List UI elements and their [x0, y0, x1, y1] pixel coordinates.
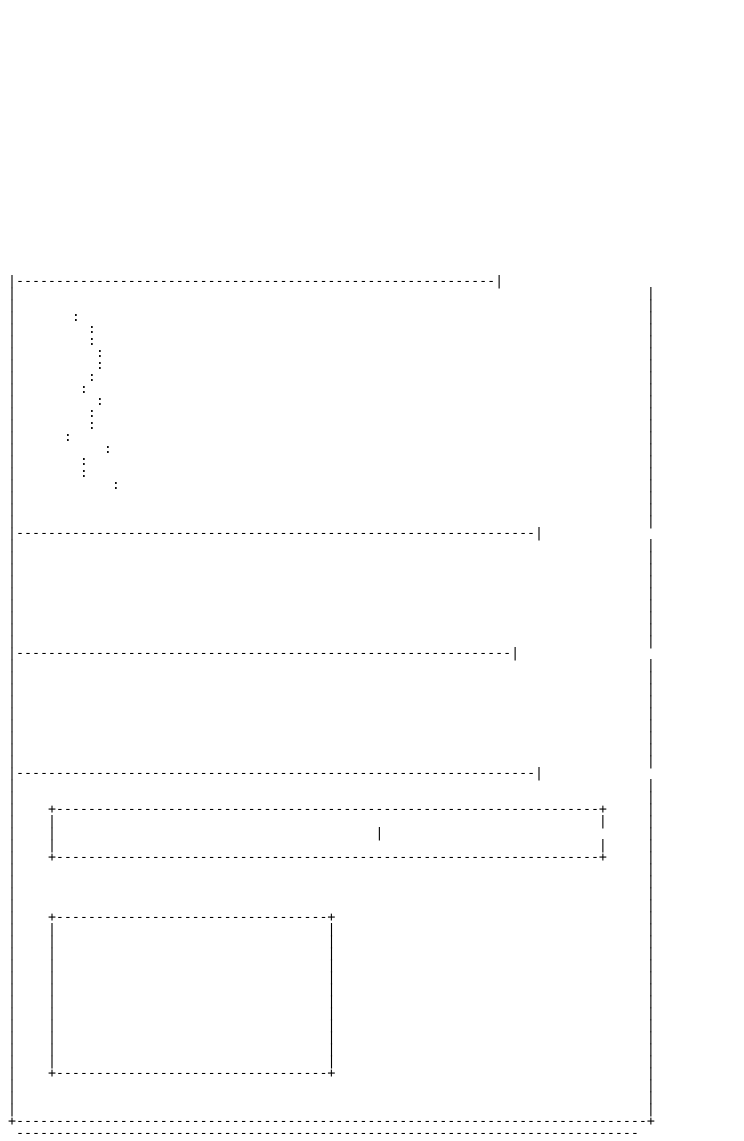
recruit-box-line: | | | |	[8, 922, 655, 937]
field-row: | : |	[8, 382, 655, 397]
blank-line: | |	[8, 778, 655, 793]
motto-box-line: | | | |	[8, 814, 655, 829]
logo-line	[8, 156, 655, 168]
blank-line: | |	[8, 694, 655, 709]
logo-line	[8, 132, 655, 144]
logo-line	[8, 108, 655, 120]
footer-code-line: | |	[8, 1102, 655, 1117]
blank-line: | |	[8, 886, 655, 901]
bottom-border-shadow: ------------------------------------------------------------------------------	[8, 1126, 639, 1141]
track-list-header: |-----------------------------------------------------------------|	[8, 526, 544, 541]
credit-line	[8, 0, 655, 12]
field-row: | : |	[8, 442, 655, 457]
track-row: | |	[8, 562, 655, 577]
recruit-box-text: | | | |	[8, 1018, 655, 1033]
field-row: | : |	[8, 454, 655, 469]
blank-line: | |	[8, 790, 655, 805]
url-continuation-line: | |	[8, 490, 655, 505]
logo-line	[8, 192, 655, 204]
blank-line: | |	[8, 670, 655, 685]
recruit-box-top: | +----------------------------------+ |	[8, 910, 655, 925]
recruit-box-text: | | | |	[8, 970, 655, 985]
recruit-box-text: | | | |	[8, 994, 655, 1009]
logo-line	[8, 24, 655, 36]
blank-line: | |	[8, 754, 655, 769]
logo-line	[8, 144, 655, 156]
release-notes-header: |--------------------------------------------------------------|	[8, 646, 520, 661]
logo-line	[8, 228, 655, 240]
total-size-line: | |	[8, 598, 655, 613]
logo-line	[8, 252, 655, 264]
blank-line: | |	[8, 514, 655, 529]
blank-line: | |	[8, 502, 655, 517]
blank-line: | |	[8, 706, 655, 721]
blank-line: | |	[8, 718, 655, 733]
recruit-box-text: | | | |	[8, 958, 655, 973]
recruit-box-line: | | | |	[8, 946, 655, 961]
blank-line: | |	[8, 286, 655, 301]
logo-line	[8, 180, 655, 192]
logo-line	[8, 216, 655, 228]
blank-line: | |	[8, 622, 655, 637]
logo-line	[8, 60, 655, 72]
total-time-line: | |	[8, 586, 655, 601]
blank-line: | |	[8, 1090, 655, 1105]
blank-line: | |	[8, 538, 655, 553]
logo-line	[8, 48, 655, 60]
blank-line: | |	[8, 730, 655, 745]
motto-box-line: | | | |	[8, 838, 655, 853]
recruit-box-line: | | | |	[8, 1006, 655, 1021]
blank-line: | |	[8, 862, 655, 877]
blank-line: | |	[8, 550, 655, 565]
field-row: | : |	[8, 310, 655, 325]
blank-line: | |	[8, 682, 655, 697]
nfo-document	[8, 0, 655, 1140]
logo-line	[8, 204, 655, 216]
motto-box-top: | +--------------------------------------------------------------------+ |	[8, 802, 655, 817]
recruit-box-bottom: | +----------------------------------+ |	[8, 1066, 655, 1081]
field-row: | : |	[8, 406, 655, 421]
bottom-border: +-------------------------------------------------------------------------------+	[8, 1114, 655, 1129]
recruit-box-text: | | | |	[8, 982, 655, 997]
field-row: | : |	[8, 322, 655, 337]
field-row: | : |	[8, 358, 655, 373]
recruit-box-text: | | | |	[8, 1042, 655, 1057]
logo-line	[8, 240, 655, 252]
rls-info-header: |------------------------------------------------------------|	[8, 274, 504, 289]
track-divider-line: | |	[8, 574, 655, 589]
blank-line: | |	[8, 1078, 655, 1093]
blank-line: | |	[8, 898, 655, 913]
motto-box-bottom: | +--------------------------------------------------------------------+ |	[8, 850, 655, 865]
field-row: | : |	[8, 346, 655, 361]
field-row: | : |	[8, 334, 655, 349]
field-row: | : |	[8, 370, 655, 385]
logo-line	[8, 120, 655, 132]
motto-box-text: | | | |	[8, 826, 655, 841]
recruit-box-text: | | | |	[8, 934, 655, 949]
group-news-header: |-----------------------------------------------------------------|	[8, 766, 544, 781]
logo-line	[8, 12, 655, 24]
field-row: | : |	[8, 430, 655, 445]
blank-line: | |	[8, 874, 655, 889]
recruit-box-line: | | | |	[8, 1054, 655, 1069]
logo-line	[8, 96, 655, 108]
blank-line: | |	[8, 610, 655, 625]
field-row: | : |	[8, 478, 655, 493]
recruit-box-line: | | | |	[8, 1030, 655, 1045]
logo-line	[8, 72, 655, 84]
blank-line: | |	[8, 634, 655, 649]
field-row: | : |	[8, 418, 655, 433]
field-row: | : |	[8, 466, 655, 481]
field-row: | : |	[8, 394, 655, 409]
logo-line	[8, 168, 655, 180]
logo-line	[8, 84, 655, 96]
logo-line	[8, 36, 655, 48]
blank-line: | |	[8, 658, 655, 673]
blank-line: | |	[8, 742, 655, 757]
blank-line: | |	[8, 298, 655, 313]
